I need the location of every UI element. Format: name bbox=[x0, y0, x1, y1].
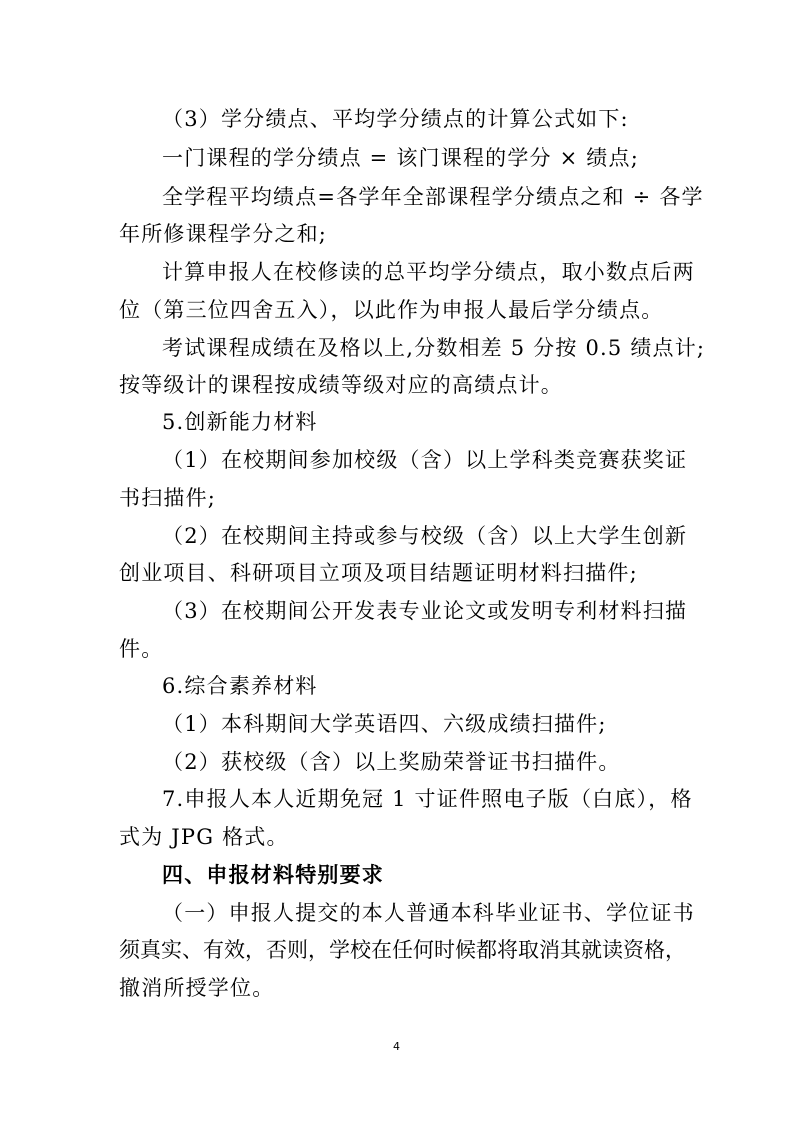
section-6-title: 6.综合素养材料 bbox=[162, 674, 318, 698]
item-5-3-line-2: 件。 bbox=[119, 637, 164, 661]
requirement-1-line-2: 须真实、有效，否则，学校在任何时候都将取消其就读资格， bbox=[119, 938, 686, 962]
calculation-note-line-1: 计算申报人在校修读的总平均学分绩点，取小数点后两 bbox=[162, 260, 695, 284]
calculation-note-line-2: 位（第三位四舍五入），以此作为申报人最后学分绩点。 bbox=[119, 298, 664, 322]
grade-rule-line-1: 考试课程成绩在及格以上,分数相差 5 分按 0.5 绩点计; bbox=[162, 336, 706, 360]
section-5-title: 5.创新能力材料 bbox=[162, 410, 318, 434]
item-5-2-line-2: 创业项目、科研项目立项及项目结题证明材料扫描件; bbox=[119, 561, 638, 585]
grade-rule-line-2: 按等级计的课程按成绩等级对应的高绩点计。 bbox=[119, 373, 563, 397]
requirement-1-line-3: 撤消所授学位。 bbox=[119, 976, 275, 1000]
item-6-2: （2）获校级（含）以上奖励荣誉证书扫描件。 bbox=[162, 750, 621, 774]
section-7-line-1: 7.申报人本人近期免冠 1 寸证件照电子版（白底），格 bbox=[162, 787, 693, 811]
gpa-formula-line-1: 全学程平均绩点=各学年全部课程学分绩点之和 ÷ 各学 bbox=[162, 185, 704, 209]
formula-heading: （3）学分绩点、平均学分绩点的计算公式如下: bbox=[162, 107, 629, 131]
requirement-1-line-1: （一）申报人提交的本人普通本科毕业证书、学位证书 bbox=[162, 901, 695, 925]
item-6-1: （1）本科期间大学英语四、六级成绩扫描件; bbox=[162, 712, 607, 736]
item-5-2-line-1: （2）在校期间主持或参与校级（含）以上大学生创新 bbox=[162, 524, 688, 548]
section-4-heading: 四、申报材料特别要求 bbox=[162, 863, 384, 887]
course-credit-formula: 一门课程的学分绩点 = 该门课程的学分 × 绩点; bbox=[162, 146, 639, 170]
gpa-formula-line-2: 年所修课程学分之和; bbox=[119, 222, 328, 246]
section-7-line-2: 式为 JPG 格式。 bbox=[119, 825, 289, 849]
page-number: 4 bbox=[393, 1040, 400, 1053]
item-5-3-line-1: （3）在校期间公开发表专业论文或发明专利材料扫描 bbox=[162, 599, 688, 623]
item-5-1-line-1: （1）在校期间参加校级（含）以上学科类竞赛获奖证 bbox=[162, 448, 688, 472]
item-5-1-line-2: 书扫描件; bbox=[119, 486, 217, 510]
